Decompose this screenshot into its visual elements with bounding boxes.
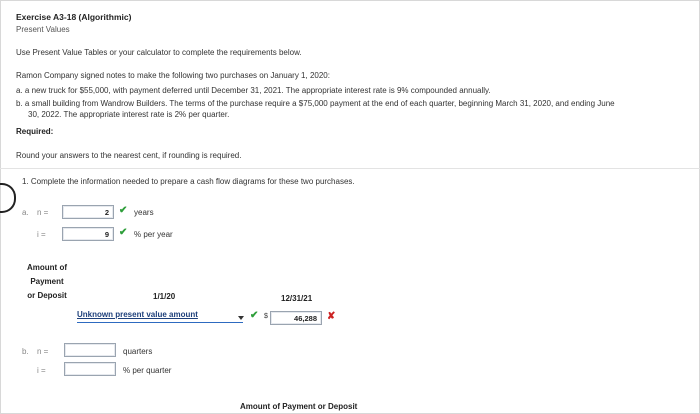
problem-item-b-line1: b. a small building from Wandrow Builders. The terms of the purchase require a $75,000 payment at the end of each quarter, beginning March 31, 2020, and ending June: [16, 99, 615, 108]
exercise-title: Exercise A3-18 (Algorithmic): [16, 12, 132, 22]
part-a-label: a.: [22, 208, 29, 217]
date-end: 12/31/21: [281, 294, 313, 303]
amount-label-line1: Amount of: [27, 263, 67, 272]
part-a-i-label: i =: [37, 230, 46, 239]
check-icon: ✔: [119, 205, 128, 216]
problem-item-b-line2: 30, 2022. The appropriate interest rate is 2% per quarter.: [28, 110, 230, 119]
part-b-n-unit: quarters: [123, 347, 153, 356]
part-a-n-label: n =: [37, 208, 49, 217]
diagram-b-caption: Amount of Payment or Deposit: [240, 402, 358, 411]
part-a-n-input[interactable]: 2: [62, 205, 114, 219]
amount-label-line2: Payment: [30, 277, 64, 286]
part-b-n-input[interactable]: [64, 343, 116, 357]
problem-item-a: a. a new truck for $55,000, with payment deferred until December 31, 2021. The appropriate interest rate is 9% compounded annually.: [16, 86, 491, 95]
required-label: Required:: [16, 127, 54, 136]
part-b-i-label: i =: [37, 366, 46, 375]
section-divider: [0, 168, 700, 169]
intro-suffix: or your calculator to complete the requirements below.: [107, 48, 302, 57]
present-value-dropdown[interactable]: [77, 310, 243, 323]
part-b-i-input[interactable]: [64, 362, 116, 376]
intro-text: [16, 48, 302, 57]
part-b-n-label: n =: [37, 347, 49, 356]
amount-label-line3: or Deposit: [27, 291, 67, 300]
exercise-subtitle: Present Values: [16, 25, 70, 34]
part-a-i-input[interactable]: 9: [62, 227, 114, 241]
currency-symbol: $: [264, 313, 268, 320]
check-icon: ✔: [250, 310, 259, 321]
dropdown-selected-value: Unknown present value amount: [77, 310, 198, 319]
amount-input[interactable]: 46,288: [270, 311, 322, 325]
check-icon: ✔: [119, 227, 128, 238]
part-a-n-unit: years: [134, 208, 154, 217]
rounding-note: Round your answers to the nearest cent, if rounding is required.: [16, 151, 242, 160]
part-a-i-unit: % per year: [134, 230, 173, 239]
part-b-label: b.: [22, 347, 29, 356]
chevron-down-icon[interactable]: [238, 316, 244, 320]
present-value-tables-link[interactable]: Present Value Tables: [32, 48, 108, 57]
intro-prefix: Use: [16, 48, 33, 57]
question-text: 1. Complete the information needed to prepare a cash flow diagrams for these two purchases.: [22, 177, 355, 186]
part-b-i-unit: % per quarter: [123, 366, 172, 375]
date-start: 1/1/20: [153, 292, 176, 301]
incorrect-x-icon: ✘: [327, 311, 336, 322]
problem-lead: Ramon Company signed notes to make the following two purchases on January 1, 2020:: [16, 71, 330, 80]
